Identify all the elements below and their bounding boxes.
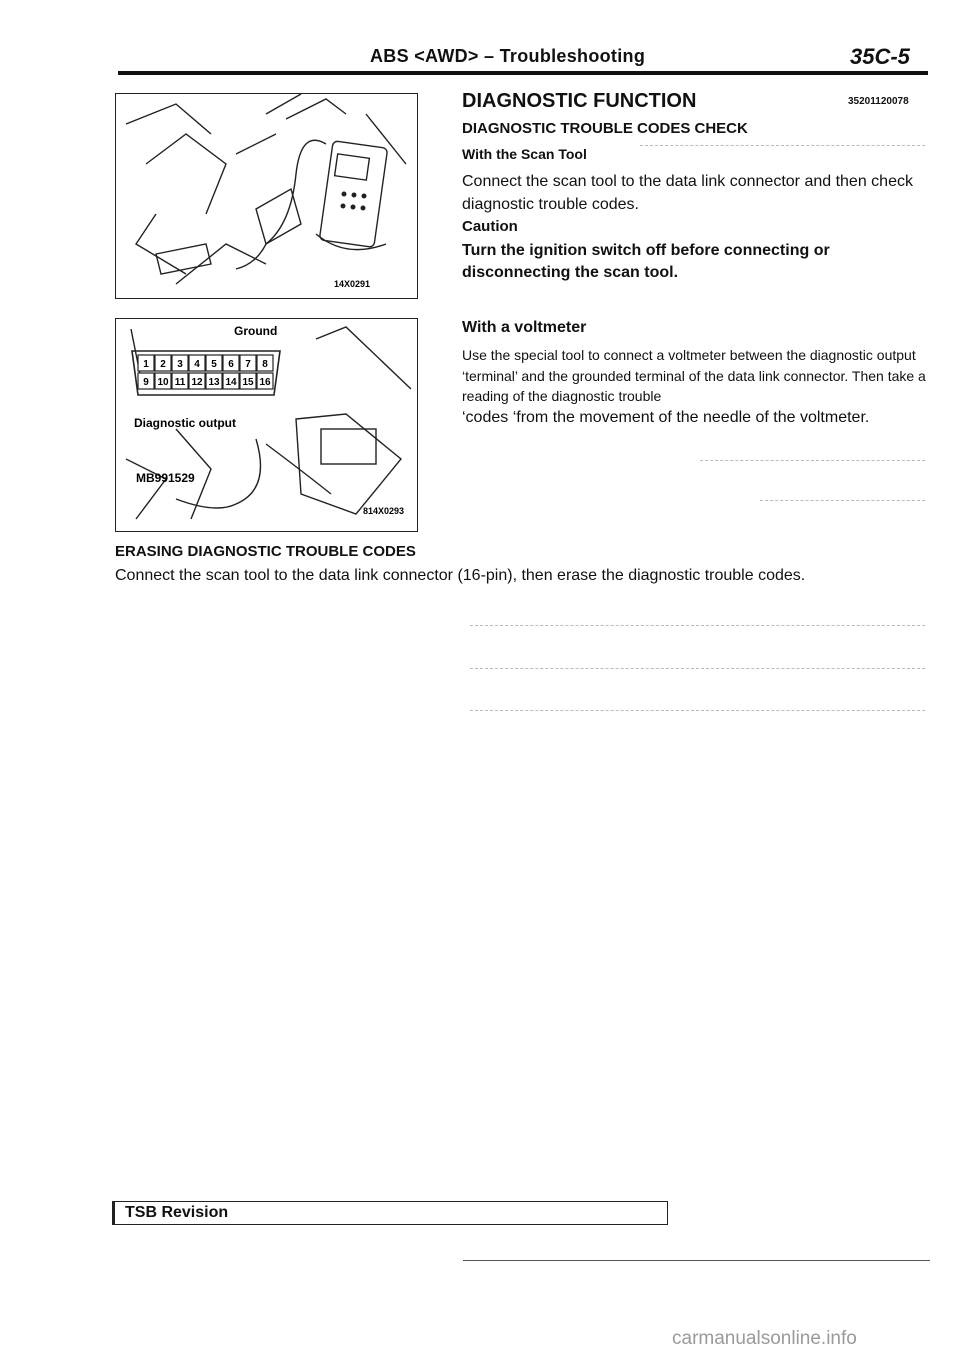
dlc-pin-label: 12 <box>191 377 203 388</box>
scan-noise <box>470 668 925 669</box>
diagnostic-output-label: Diagnostic output <box>134 416 236 430</box>
scan-tool-illustration <box>116 94 417 298</box>
tsb-revision-box <box>112 1201 668 1225</box>
dlc-pin-label: 1 <box>143 359 149 370</box>
erase-text: Connect the scan tool to the data link connector (16-pin), then erase the diagnostic trouble codes. <box>115 567 806 584</box>
voltmeter-heading: With a voltmeter <box>462 319 587 336</box>
dlc-pin-label: 2 <box>160 359 166 370</box>
footer-rule <box>463 1260 930 1261</box>
dlc-pin-label: 4 <box>194 359 200 370</box>
figure-code: 14X0291 <box>334 279 371 289</box>
scan-tool-text: Connect the scan tool to the data link connector and then check diagnostic trouble codes. <box>462 173 913 213</box>
scan-tool-heading: With the Scan Tool <box>462 146 587 162</box>
caution-label: Caution <box>462 218 518 235</box>
figure-voltmeter <box>115 318 418 532</box>
page-code: 35C-5 <box>850 44 910 69</box>
watermark: carmanualsonline.info <box>672 1328 857 1349</box>
tsb-revision-label: TSB Revision <box>125 1204 229 1221</box>
dlc-pin-label: 7 <box>245 359 251 370</box>
ground-label: Ground <box>234 324 278 338</box>
voltmeter-illustration <box>116 319 417 531</box>
dlc-pin-label: 13 <box>208 377 220 388</box>
tool-label: MB991529 <box>136 471 195 485</box>
subsection-title: DIAGNOSTIC TROUBLE CODES CHECK <box>462 120 748 137</box>
caution-text: Turn the ignition switch off before connecting or disconnecting the scan tool. <box>462 242 830 281</box>
figure-scan-tool <box>115 93 418 299</box>
voltmeter-text-last: ‘codes ‘from the movement of the needle of the voltmeter. <box>462 408 870 426</box>
scan-noise <box>470 710 925 711</box>
dlc-pin-label: 9 <box>143 377 149 388</box>
voltmeter-text-body: Use the special tool to connect a voltmeter between the diagnostic output ‘terminal’ and the grounded terminal of the data link connector. Then take a reading of the diagnostic trouble <box>462 347 926 404</box>
dlc-pin-label: 3 <box>177 359 183 370</box>
dlc-connector <box>132 351 280 395</box>
header-rule <box>118 71 928 75</box>
erase-heading: ERASING DIAGNOSTIC TROUBLE CODES <box>115 543 416 560</box>
dlc-pin-label: 10 <box>157 377 169 388</box>
scan-noise <box>700 460 925 461</box>
dlc-pin-label: 6 <box>228 359 234 370</box>
dlc-pin-label: 15 <box>242 377 254 388</box>
section-title: DIAGNOSTIC FUNCTION <box>462 90 697 112</box>
scan-noise <box>470 625 925 626</box>
dlc-pin-label: 16 <box>259 377 271 388</box>
dlc-pin-label: 8 <box>262 359 268 370</box>
voltmeter-text <box>462 345 928 428</box>
page-header-title: ABS <AWD> – Troubleshooting <box>370 46 646 66</box>
dlc-pin-label: 14 <box>225 377 237 388</box>
scan-noise <box>760 500 925 501</box>
dlc-pin-label: 5 <box>211 359 217 370</box>
section-code: 35201120078 <box>848 96 909 107</box>
figure-code: 814X0293 <box>363 506 405 516</box>
scan-noise <box>640 145 925 146</box>
dlc-pin-label: 11 <box>174 377 186 388</box>
